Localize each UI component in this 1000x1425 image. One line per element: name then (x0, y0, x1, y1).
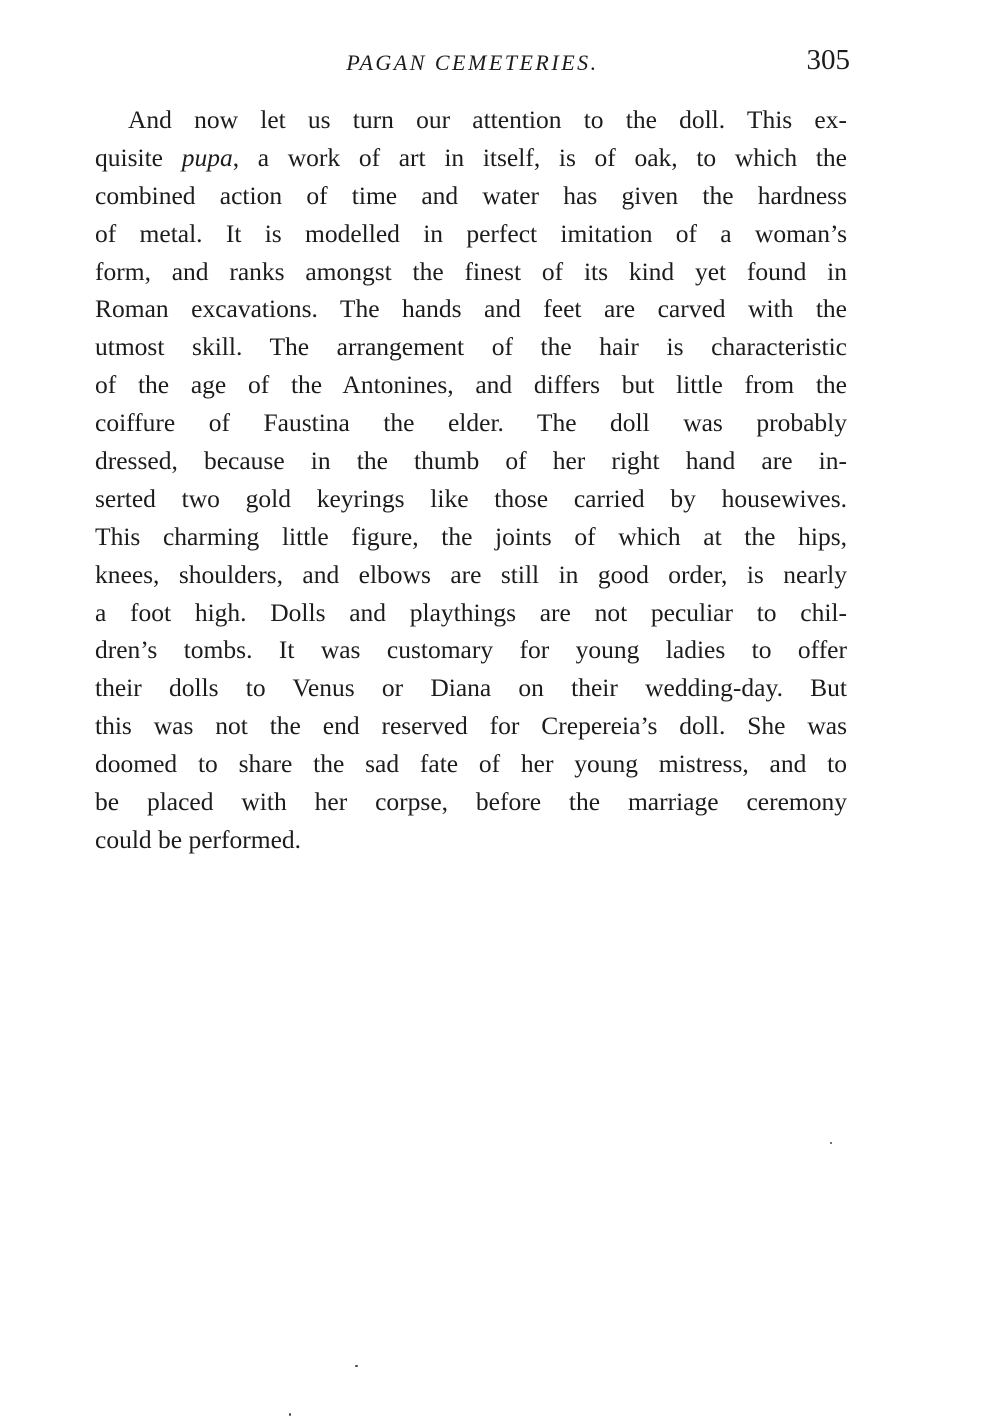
text-line: combined action of time and water has given the hardness (95, 180, 847, 210)
text-line: their dolls to Venus or Diana on their wedding-day. But (95, 673, 847, 703)
scan-speck (830, 1142, 832, 1144)
text-line (95, 139, 847, 177)
paragraph (95, 101, 847, 859)
text-line: This charming little figure, the joints of which at the hips, (95, 521, 847, 551)
text-line: doomed to share the sad fate of her young mistress, and to (95, 749, 847, 779)
text-line: be placed with her corpse, before the marriage ceremony (95, 787, 847, 817)
scan-speck (355, 1365, 358, 1367)
text-line: knees, shoulders, and elbows are still in good order, is nearly (95, 559, 847, 589)
text-line: of metal. It is modelled in perfect imitation of a woman’s (95, 218, 847, 248)
text-line: this was not the end reserved for Crepereia’s doll. She was (95, 711, 847, 741)
text-line: dressed, because in the thumb of her right hand are in- (95, 446, 847, 476)
text-line: And now let us turn our attention to the doll. This ex- (128, 105, 847, 134)
text-line: could be performed. (95, 824, 302, 854)
text-line: of the age of the Antonines, and differs but little from the (95, 370, 847, 400)
scan-speck (289, 1413, 291, 1416)
running-title: PAGAN CEMETERIES. (346, 50, 599, 75)
text-line: dren’s tombs. It was customary for young ladies to offer (95, 635, 847, 665)
text-line: Roman excavations. The hands and feet are carved with the (95, 294, 847, 324)
italic-word: pupa (181, 142, 233, 172)
text-line: a foot high. Dolls and playthings are not peculiar to chil- (95, 597, 847, 627)
text-line: form, and ranks amongst the finest of its kind yet found in (95, 256, 847, 286)
running-head (95, 44, 850, 84)
text-line: coiffure of Faustina the elder. The doll was probably (95, 408, 847, 438)
text-line: utmost skill. The arrangement of the hair is characteristic (95, 332, 847, 362)
text-fragment: quisite (95, 142, 182, 172)
text-line: serted two gold keyrings like those carried by housewives. (95, 483, 847, 513)
text-fragment: , a work of art in itself, is of oak, to which the (232, 142, 848, 172)
page-number: 305 (806, 44, 850, 76)
